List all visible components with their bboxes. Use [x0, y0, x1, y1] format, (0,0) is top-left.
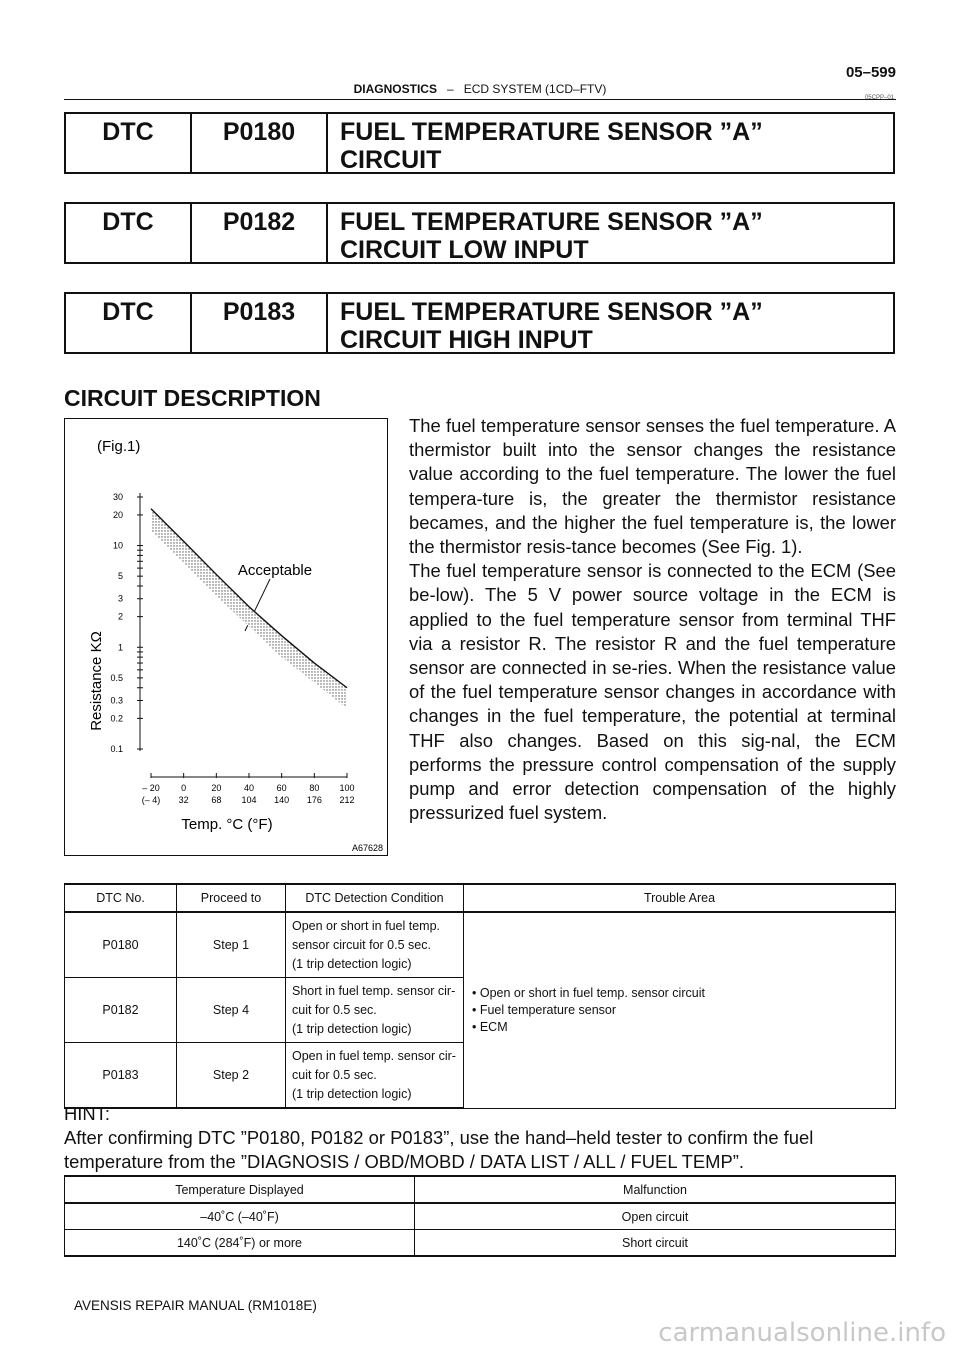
trouble-area-item: • Fuel temperature sensor: [472, 1002, 617, 1017]
dtc-title: [328, 294, 893, 352]
x-tick-label-fahrenheit: 140: [274, 795, 290, 805]
x-tick-label-celsius: 0: [181, 783, 187, 793]
y-tick-label: 0.5: [110, 672, 123, 683]
x-tick-label-fahrenheit: 32: [178, 795, 189, 805]
proceed-to-cell: Step 4: [177, 978, 286, 1043]
condition-line: sensor circuit for 0.5 sec.: [292, 937, 431, 952]
temperature-cell: –40˚C (–40˚F): [65, 1203, 415, 1230]
doc-code: 05CPP–01: [864, 95, 894, 101]
x-tick-label-celsius: 40: [243, 783, 255, 793]
temperature-cell: 140˚C (284˚F) or more: [65, 1230, 415, 1257]
dtc-no-cell: P0183: [65, 1043, 177, 1109]
header-rule-top: [64, 99, 896, 100]
acceptable-label: Acceptable: [237, 562, 313, 579]
detection-condition-cell: [286, 978, 464, 1043]
dtc-label: DTC: [66, 114, 192, 172]
y-tick-label: 0.2: [110, 713, 123, 724]
hint-block: [64, 1102, 900, 1174]
malfunction-cell: Short circuit: [415, 1230, 896, 1257]
x-tick-label-fahrenheit: 104: [241, 795, 257, 805]
description-paragraph-1: The fuel temperature sensor senses the fuel temperature. A thermistor built into the sensor changes the resistance value according to the fuel temperature. The lower the fuel tempera-ture is, the greater the thermistor resistance becames, and the higher the fuel temperature is, the lower the thermistor resis-tance becomes (See Fig. 1).: [409, 415, 896, 558]
condition-line: (1 trip detection logic): [292, 1086, 412, 1101]
footer-manual-title: AVENSIS REPAIR MANUAL (RM1018E): [74, 1298, 317, 1313]
dtc-label: DTC: [66, 294, 192, 352]
dtc-table: [64, 883, 896, 1109]
condition-line: (1 trip detection logic): [292, 956, 412, 971]
x-tick-label-fahrenheit: 176: [306, 795, 322, 805]
dtc-title-line2: CIRCUIT HIGH INPUT: [340, 326, 593, 354]
x-tick-label-celsius: 20: [211, 783, 222, 793]
upper-limit-line: [151, 509, 347, 688]
y-tick-label: 1: [117, 642, 123, 653]
detection-condition-cell: [286, 912, 464, 978]
proceed-to-cell: Step 1: [177, 912, 286, 978]
x-tick-label-fahrenheit: (– 4): [141, 795, 161, 805]
x-tick-label-celsius: – 20: [142, 783, 160, 793]
col-header-dtc-no: DTC No.: [65, 884, 177, 912]
temperature-table: [64, 1175, 896, 1257]
dtc-title-line1: FUEL TEMPERATURE SENSOR ”A”: [340, 208, 763, 236]
col-header-detection-condition: DTC Detection Condition: [286, 884, 464, 912]
y-tick-label: 0.3: [110, 695, 123, 706]
y-tick-label: 3: [117, 593, 123, 604]
hint-text: After confirming DTC ”P0180, P0182 or P0183”, use the hand–held tester to confirm the fuel temperature from the ”DIAGNOSIS / OBD/MOBD / DATA LIST / ALL / FUEL TEMP”.: [64, 1127, 814, 1172]
x-tick-label-celsius: 60: [276, 783, 287, 793]
dtc-title: [328, 114, 893, 172]
y-axis-label: Resistance KΩ: [88, 631, 105, 731]
dtc-title: [328, 204, 893, 262]
running-header: [0, 82, 960, 96]
malfunction-cell: Open circuit: [415, 1203, 896, 1230]
header-section: DIAGNOSTICS: [353, 82, 437, 96]
watermark: carmanualsonline.info: [658, 1318, 946, 1348]
figure-id: A67628: [351, 843, 383, 853]
trouble-area-cell: [464, 912, 896, 1108]
y-tick-label: 10: [112, 540, 123, 551]
section-title: CIRCUIT DESCRIPTION: [64, 385, 321, 411]
x-tick-label-fahrenheit: 68: [211, 795, 222, 805]
col-header-temperature-displayed: Temperature Displayed: [65, 1176, 415, 1203]
circuit-description: [409, 414, 896, 825]
x-tick-label-fahrenheit: 212: [339, 795, 355, 805]
figure-resistance-chart: [64, 418, 388, 856]
condition-line: Short in fuel temp. sensor cir-: [292, 983, 456, 998]
condition-line: (1 trip detection logic): [292, 1021, 412, 1036]
temperature-table-header: [65, 1176, 896, 1203]
dtc-box-p0183: [64, 292, 895, 354]
description-paragraph-2: The fuel temperature sensor is connected to the ECM (See be-low). The 5 V power source voltage in the ECM is applied to the fuel temperature sensor from terminal THF via a resistor R. The resistor R and the fuel temperature sensor are connected in se-ries. When the resistance value of the fuel temperature sensor changes in accordance with changes in the fuel temperature, the potential at terminal THF also changes. Based on this sig-nal, the ECM performs the pressure control compensation of the supply pump and error detection compensation of the highly pressurized fuel system.: [409, 560, 896, 824]
x-tick-label-celsius: 80: [309, 783, 320, 793]
dtc-code: P0180: [192, 114, 328, 172]
y-tick-label: 30: [112, 492, 123, 502]
table-row: [65, 912, 896, 978]
x-axis-label: Temp. °C (°F): [181, 816, 273, 833]
y-tick-label: 20: [112, 509, 123, 520]
condition-line: Open or short in fuel temp.: [292, 918, 440, 933]
col-header-trouble-area: Trouble Area: [464, 884, 896, 912]
dtc-box-p0182: [64, 202, 895, 264]
dtc-title-line1: FUEL TEMPERATURE SENSOR ”A”: [340, 298, 763, 326]
table-row: [65, 1230, 896, 1257]
proceed-to-cell: Step 2: [177, 1043, 286, 1109]
chart-plot-layer: [110, 492, 354, 805]
y-tick-label: 5: [117, 571, 123, 582]
hint-label: HINT:: [64, 1103, 110, 1124]
dtc-table-header: [65, 884, 896, 912]
y-tick-label: 2: [117, 611, 123, 622]
x-tick-label-celsius: 100: [339, 783, 355, 793]
fig-label: (Fig.1): [97, 438, 141, 455]
dtc-label: DTC: [66, 204, 192, 262]
table-row: [65, 1203, 896, 1230]
page-number: 05–599: [845, 64, 896, 81]
condition-line: cuit for 0.5 sec.: [292, 1002, 377, 1017]
trouble-area-item: • Open or short in fuel temp. sensor circuit: [472, 985, 705, 1000]
chart-svg: [65, 419, 386, 854]
dtc-title-line2: CIRCUIT: [340, 146, 442, 174]
dtc-title-line1: FUEL TEMPERATURE SENSOR ”A”: [340, 118, 763, 146]
col-header-malfunction: Malfunction: [415, 1176, 896, 1203]
trouble-area-item: • ECM: [472, 1019, 508, 1034]
detection-condition-cell: [286, 1043, 464, 1109]
dtc-no-cell: P0180: [65, 912, 177, 978]
header-subsection: ECD SYSTEM (1CD–FTV): [463, 82, 607, 96]
dtc-title-line2: CIRCUIT LOW INPUT: [340, 236, 589, 264]
condition-line: Open in fuel temp. sensor cir-: [292, 1048, 456, 1063]
col-header-proceed-to: Proceed to: [177, 884, 286, 912]
y-tick-label: 0.1: [110, 744, 123, 754]
header-separator: –: [446, 82, 454, 96]
dtc-no-cell: P0182: [65, 978, 177, 1043]
dtc-box-p0180: [64, 112, 895, 174]
dtc-code: P0182: [192, 204, 328, 262]
condition-line: cuit for 0.5 sec.: [292, 1067, 377, 1082]
dtc-code: P0183: [192, 294, 328, 352]
